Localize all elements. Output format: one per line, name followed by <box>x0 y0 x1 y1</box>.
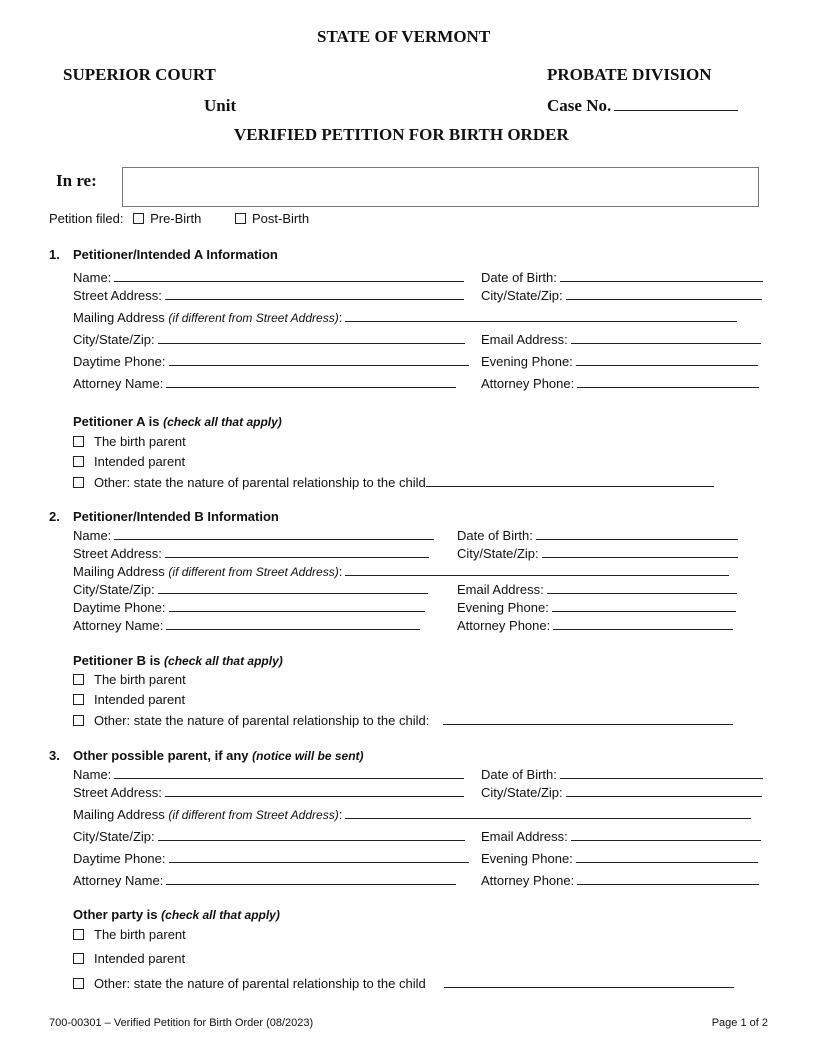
s3-csz2-field[interactable] <box>481 784 762 800</box>
field-label: Email Address: <box>481 332 568 347</box>
option-label: Other: state the nature of parental relationship to the child <box>94 475 426 490</box>
s2-eve-phone-field[interactable] <box>457 599 736 615</box>
checkbox[interactable] <box>73 953 84 964</box>
s3-role-heading <box>73 907 280 922</box>
s1-atty-name-field[interactable] <box>73 375 456 391</box>
section-1-number: 1. <box>49 247 60 262</box>
s3-csz-field[interactable] <box>73 828 465 844</box>
pre-birth-label: Pre-Birth <box>150 211 202 226</box>
s3-intended-parent-option[interactable] <box>73 951 185 966</box>
role-note: (check all that apply) <box>163 415 282 429</box>
section-title-text: Other possible parent, if any <box>73 748 249 763</box>
page-number: Page 1 of 2 <box>711 1017 768 1029</box>
field-label: City/State/Zip: <box>73 332 155 347</box>
field-label: Daytime Phone: <box>73 851 166 866</box>
role-label: Petitioner A is <box>73 414 160 429</box>
court-heading: SUPERIOR COURT <box>63 65 216 84</box>
field-label: Attorney Name: <box>73 376 164 391</box>
s1-intended-parent-option[interactable] <box>73 454 185 469</box>
s1-birth-parent-option[interactable] <box>73 434 186 449</box>
field-colon: : <box>338 564 343 579</box>
s1-other-option[interactable] <box>73 474 714 490</box>
s3-atty-name-field[interactable] <box>73 872 456 888</box>
s2-dob-field[interactable] <box>457 527 738 543</box>
s2-street-field[interactable] <box>73 545 429 561</box>
state-heading: STATE OF VERMONT <box>317 27 491 46</box>
s3-atty-phone-field[interactable] <box>481 872 759 888</box>
field-label: Street Address: <box>73 288 162 303</box>
s2-intended-parent-option[interactable] <box>73 692 185 707</box>
role-note: (check all that apply) <box>164 654 283 668</box>
field-label: Evening Phone: <box>457 600 549 615</box>
option-label: The birth parent <box>94 927 186 942</box>
section-title-note: (notice will be sent) <box>252 749 364 763</box>
option-label: Intended parent <box>94 454 186 469</box>
field-label: Name: <box>73 528 112 543</box>
s1-csz2-field[interactable] <box>481 287 762 303</box>
s1-name-field[interactable] <box>73 269 464 285</box>
field-label: Email Address: <box>457 582 544 597</box>
s3-other-option[interactable] <box>73 975 734 991</box>
field-label: Evening Phone: <box>481 354 573 369</box>
field-label: Date of Birth: <box>457 528 533 543</box>
s3-email-field[interactable] <box>481 828 761 844</box>
s3-eve-phone-field[interactable] <box>481 850 758 866</box>
field-label: City/State/Zip: <box>481 288 563 303</box>
field-label: Evening Phone: <box>481 851 573 866</box>
checkbox[interactable] <box>73 456 84 467</box>
field-label: Attorney Name: <box>73 873 164 888</box>
section-3-title <box>73 748 364 763</box>
checkbox[interactable] <box>73 477 84 488</box>
petition-filed-row <box>49 211 309 226</box>
s1-dob-field[interactable] <box>481 269 763 285</box>
section-2-number: 2. <box>49 509 60 524</box>
field-label: Mailing Address <box>73 564 165 579</box>
s2-email-field[interactable] <box>457 581 737 597</box>
field-label: Street Address: <box>73 546 162 561</box>
s2-role-heading <box>73 653 283 668</box>
s1-mailing-field[interactable] <box>73 309 737 325</box>
s1-eve-phone-field[interactable] <box>481 353 758 369</box>
field-label: Street Address: <box>73 785 162 800</box>
field-label: Date of Birth: <box>481 767 557 782</box>
post-birth-label: Post-Birth <box>251 211 310 226</box>
field-colon: : <box>338 807 343 822</box>
option-label: Intended parent <box>94 692 186 707</box>
division-heading: PROBATE DIVISION <box>547 65 712 84</box>
field-label: Attorney Phone: <box>457 618 551 633</box>
option-label: The birth parent <box>94 672 186 687</box>
field-label: Attorney Name: <box>73 618 164 633</box>
option-label: Intended parent <box>94 951 186 966</box>
s3-name-field[interactable] <box>73 766 464 782</box>
s2-csz-field[interactable] <box>73 581 428 597</box>
field-label: City/State/Zip: <box>73 829 155 844</box>
field-label: City/State/Zip: <box>73 582 155 597</box>
s2-birth-parent-option[interactable] <box>73 672 186 687</box>
role-note: (check all that apply) <box>161 908 280 922</box>
checkbox[interactable] <box>73 436 84 447</box>
petition-filed-label: Petition filed: <box>49 211 124 226</box>
pre-birth-checkbox[interactable] <box>133 213 144 224</box>
field-colon: : <box>338 310 343 325</box>
s3-dob-field[interactable] <box>481 766 763 782</box>
checkbox[interactable] <box>73 674 84 685</box>
s2-mailing-field[interactable] <box>73 563 729 579</box>
s1-atty-phone-field[interactable] <box>481 375 759 391</box>
s3-street-field[interactable] <box>73 784 464 800</box>
option-label: Other: state the nature of parental relationship to the child: <box>94 713 430 728</box>
s1-day-phone-field[interactable] <box>73 353 469 369</box>
in-re-input[interactable] <box>122 167 759 207</box>
section-2-title: Petitioner/Intended B Information <box>73 509 279 524</box>
field-label: Name: <box>73 270 112 285</box>
s2-name-field[interactable] <box>73 527 434 543</box>
page-title: VERIFIED PETITION FOR BIRTH ORDER <box>234 125 569 144</box>
field-label: Email Address: <box>481 829 568 844</box>
role-label: Other party is <box>73 907 158 922</box>
checkbox[interactable] <box>73 929 84 940</box>
unit-label: Unit <box>204 96 237 115</box>
option-label: Other: state the nature of parental relationship to the child <box>94 976 426 991</box>
case-number-label: Case No. <box>547 96 612 115</box>
s2-other-option[interactable] <box>73 712 733 728</box>
post-birth-checkbox[interactable] <box>235 213 246 224</box>
field-label: Date of Birth: <box>481 270 557 285</box>
field-label: Mailing Address <box>73 807 165 822</box>
section-3-number: 3. <box>49 748 60 763</box>
field-label: City/State/Zip: <box>481 785 563 800</box>
field-label: Name: <box>73 767 112 782</box>
s2-atty-phone-field[interactable] <box>457 617 733 633</box>
section-1-title: Petitioner/Intended A Information <box>73 247 278 262</box>
s1-email-field[interactable] <box>481 331 761 347</box>
s1-csz-field[interactable] <box>73 331 465 347</box>
s3-mailing-field[interactable] <box>73 806 751 822</box>
field-label: City/State/Zip: <box>457 546 539 561</box>
case-number-field[interactable] <box>547 96 738 116</box>
field-note: (if different from Street Address) <box>168 565 339 579</box>
field-label: Attorney Phone: <box>481 873 575 888</box>
field-note: (if different from Street Address) <box>168 808 339 822</box>
field-label: Daytime Phone: <box>73 354 166 369</box>
field-note: (if different from Street Address) <box>168 311 339 325</box>
in-re-label: In re: <box>56 171 97 190</box>
field-label: Daytime Phone: <box>73 600 166 615</box>
field-label: Attorney Phone: <box>481 376 575 391</box>
checkbox[interactable] <box>73 978 84 989</box>
field-label: Mailing Address <box>73 310 165 325</box>
s1-street-field[interactable] <box>73 287 464 303</box>
checkbox[interactable] <box>73 694 84 705</box>
s3-day-phone-field[interactable] <box>73 850 469 866</box>
s2-atty-name-field[interactable] <box>73 617 420 633</box>
s2-day-phone-field[interactable] <box>73 599 425 615</box>
s1-role-heading <box>73 414 282 429</box>
role-label: Petitioner B is <box>73 653 161 668</box>
s2-csz2-field[interactable] <box>457 545 738 561</box>
form-id: 700-00301 – Verified Petition for Birth Order (08/2023) <box>49 1017 314 1029</box>
option-label: The birth parent <box>94 434 186 449</box>
s3-birth-parent-option[interactable] <box>73 927 186 942</box>
checkbox[interactable] <box>73 715 84 726</box>
